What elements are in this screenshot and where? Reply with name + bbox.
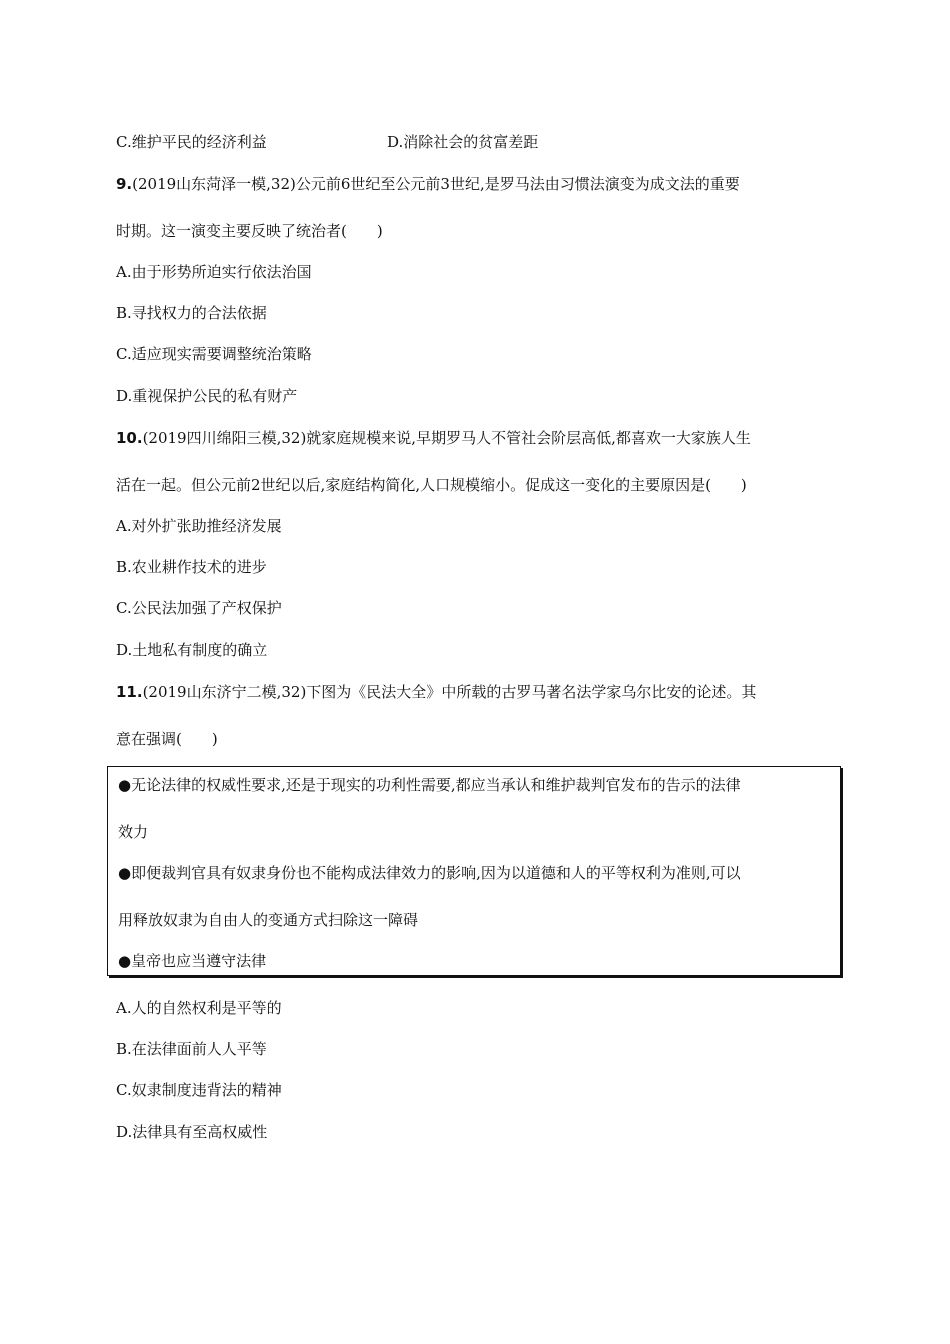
q11-option-c: C.奴隶制度违背法的精神 xyxy=(116,1081,282,1099)
q11-option-d: D.法律具有至高权威性 xyxy=(116,1123,268,1141)
q10-stem-line-1 xyxy=(116,428,751,448)
q10-option-a: A.对外扩张助推经济发展 xyxy=(116,517,282,535)
q10-stem-text: (2019四川绵阳三模,32)就家庭规模来说,早期罗马人不管社会阶层高低,都喜欢一大家族人生 xyxy=(142,429,751,447)
q9-number: 9. xyxy=(116,175,133,193)
q11-stem-line-1 xyxy=(116,682,756,702)
q9-stem-line-1 xyxy=(116,174,740,194)
quote-line-3: ●即便裁判官具有奴隶身份也不能构成法律效力的影响,因为以道德和人的平等权利为准则,可以 xyxy=(118,864,741,882)
quote-line-5: ●皇帝也应当遵守法律 xyxy=(118,952,267,970)
q11-option-a: A.人的自然权利是平等的 xyxy=(116,999,282,1017)
q10-option-b: B.农业耕作技术的进步 xyxy=(116,558,267,576)
q9-stem-text: (2019山东菏泽一模,32)公元前6世纪至公元前3世纪,是罗马法由习惯法演变为成文法的重要 xyxy=(132,175,740,193)
q11-stem-text: (2019山东济宁二模,32)下图为《民法大全》中所载的古罗马著名法学家乌尔比安的论述。其 xyxy=(142,683,757,701)
q9-option-d: D.重视保护公民的私有财产 xyxy=(116,387,298,405)
quote-line-2: 效力 xyxy=(118,823,149,841)
q9-option-b: B.寻找权力的合法依据 xyxy=(116,304,267,322)
quote-box xyxy=(107,766,841,976)
q10-option-d: D.土地私有制度的确立 xyxy=(116,641,268,659)
q10-option-c: C.公民法加强了产权保护 xyxy=(116,599,282,617)
q10-stem-line-2: 活在一起。但公元前2世纪以后,家庭结构简化,人口规模缩小。促成这一变化的主要原因是( ) xyxy=(116,476,747,494)
q10-number: 10. xyxy=(116,429,143,447)
q11-option-b: B.在法律面前人人平等 xyxy=(116,1040,267,1058)
q9-option-c: C.适应现实需要调整统治策略 xyxy=(116,345,312,363)
q11-number: 11. xyxy=(116,683,143,701)
q8-option-d: D.消除社会的贫富差距 xyxy=(387,133,539,151)
q9-stem-line-2: 时期。这一演变主要反映了统治者( ) xyxy=(116,222,383,240)
q8-option-c: C.维护平民的经济利益 xyxy=(116,133,267,151)
quote-line-4: 用释放奴隶为自由人的变通方式扫除这一障碍 xyxy=(118,911,419,929)
q9-option-a: A.由于形势所迫实行依法治国 xyxy=(116,263,312,281)
quote-line-1: ●无论法律的权威性要求,还是于现实的功利性需要,都应当承认和维护裁判官发布的告示的法律 xyxy=(118,776,741,794)
q11-stem-line-2: 意在强调( ) xyxy=(116,730,218,748)
